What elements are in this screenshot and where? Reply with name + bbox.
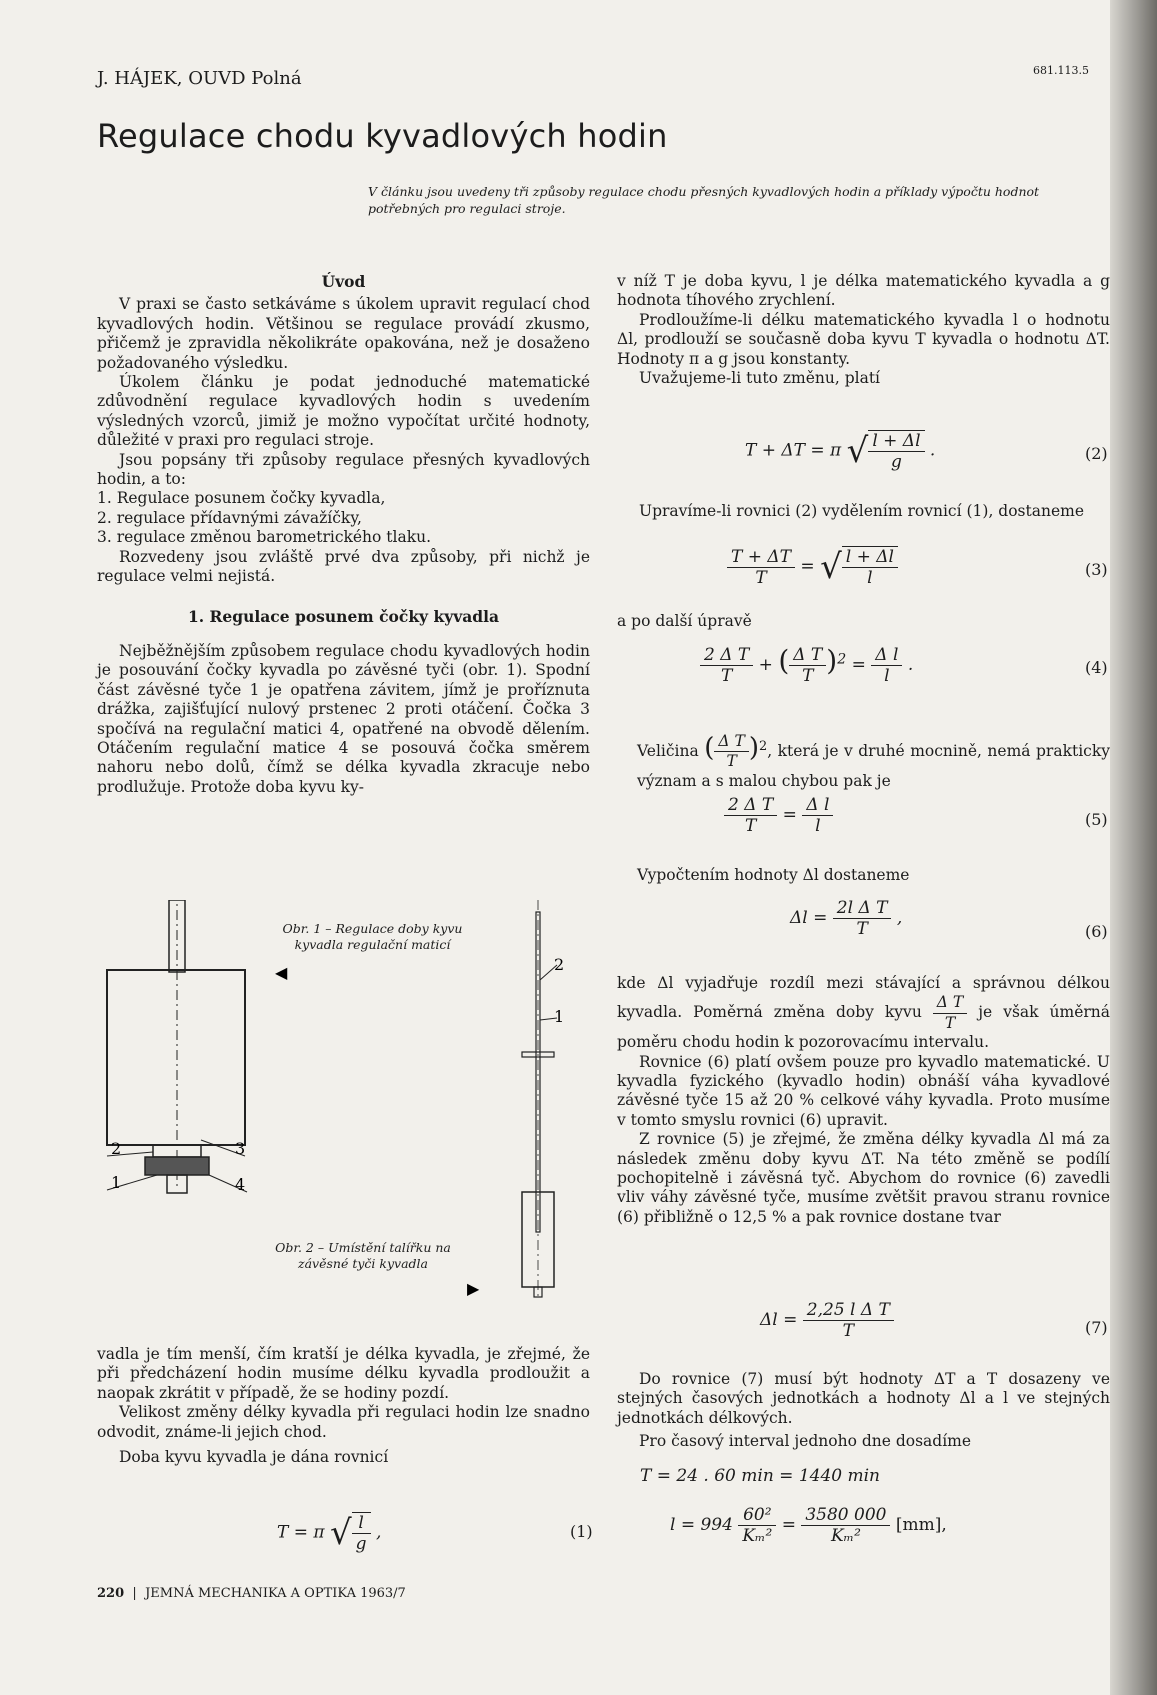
figure-label: 2: [111, 1139, 122, 1158]
paragraph: Rozvedeny jsou zvláště prvé dva způsoby, při nichž je regulace velmi nejistá.: [97, 547, 590, 586]
paragraph: Z rovnice (5) je zřejmé, že změna délky kyvadla Δl má za následek změnu doby kyvu ΔT. Na této změně se podílí pochopitelně i závěsná tyč. Abychom do rovnice (6) zavedli vliv váhy závěsné tyče, musíme zvětšit pravou stranu rovnice (6) přibližně o 12,5 % a pak rovnice dostane tvar: [617, 1130, 1110, 1226]
paragraph: Doba kyvu kyvadla je dána rovnicí: [119, 1448, 389, 1467]
equation-3: $\frac{T + \Delta T}{T}$ = √ $\frac{l + \Delta l}{l}$: [727, 546, 898, 588]
equation-number: (7): [1085, 1318, 1108, 1337]
figure-label: 4: [235, 1175, 246, 1194]
figure-label: 3: [235, 1139, 246, 1158]
equation-4: $\frac{\text{2 Δ T}}{T}$ + ( $\frac{\text{Δ T}}{T}$ )$^2$ = $\frac{\text{Δ l}}{l}$ .: [700, 644, 913, 686]
right-paragraph: Veličina ( $\frac{\text{Δ T}}{T}$ )$^2$, která je v druhé mocnině, nemá prakticky význam a s malou chybou pak je: [637, 732, 1110, 790]
equation-number: (2): [1085, 444, 1108, 463]
figure-label: 1: [111, 1173, 122, 1192]
article-title: Regulace chodu kyvadlových hodin: [97, 117, 668, 155]
figure-1-bob: [107, 900, 247, 1193]
arrow-left-icon: ◀: [275, 963, 288, 982]
paragraph: v níž T je doba kyvu, l je délka matematického kyvadla a g hodnota tíhového zrychlení.: [617, 272, 1110, 310]
figure-1-caption: Obr. 1 – Regulace doby kyvu kyvadla regulační maticí: [282, 921, 463, 952]
right-paragraph: [637, 866, 1110, 885]
right-column: [617, 272, 1110, 388]
left-column-bottom: [97, 1345, 590, 1467]
paragraph: Do rovnice (7) musí být hodnoty ΔT a T dosazeny ve stejných časových jednotkách a hodnoty Δl a l ve stejných jednotkách délkových.: [617, 1370, 1110, 1427]
page-edge-shadow: [1110, 0, 1157, 1695]
figure-label: 2: [554, 955, 565, 974]
equation-1: T = π √ $\frac{l}{g}$ ,: [277, 1513, 382, 1554]
paragraph: Pro časový interval jednoho dne dosadíme: [639, 1432, 972, 1451]
fraction: $\frac{l}{g}$: [352, 1512, 371, 1554]
equation-8: T = 24 . 60 min = 1440 min: [640, 1466, 881, 1486]
figure-2-rod: [522, 900, 557, 1300]
list-item: 2. regulace přídavnými závažíčky,: [97, 508, 362, 527]
paragraph: Uvažujeme-li tuto změnu, platí: [639, 369, 880, 388]
paragraph: Prodloužíme-li délku matematického kyvadla l o hodnotu Δl, prodlouží se současně doba kyvu T kyvadla o hodnotu ΔT. Hodnoty π a g jsou konstanty.: [617, 310, 1110, 368]
right-paragraph: [617, 612, 1110, 631]
figure-2-caption: Obr. 2 – Umístění talířku na závěsné tyči kyvadla: [275, 1240, 451, 1271]
equation-9: l = 994 $\frac{\text{60²}}{\text{Kₘ²}}$ = $\frac{3580 000}{\text{Kₘ²}}$ [mm],: [670, 1505, 947, 1546]
footer: 220 | JEMNÁ MECHANIKA A OPTIKA 1963/7: [97, 1586, 406, 1601]
equation-5: $\frac{\text{2 Δ T}}{T}$ = $\frac{\text{Δ l}}{l}$: [724, 795, 833, 836]
paragraph: a po další úpravě: [617, 612, 752, 630]
equation-number: (1): [570, 1522, 593, 1541]
list-item: 3. regulace změnou barometrického tlaku.: [97, 528, 432, 547]
page-number: 220: [97, 1586, 125, 1601]
equation-2: T + ΔT = π √ $\frac{l + \Delta l}{g}$ .: [745, 431, 936, 472]
right-column-middle: kde Δl vyjadřuje rozdíl mezi stávající a správnou délkou kyvadla. Poměrná změna doby kyvu $\frac{\text{Δ T}}{T}$ je však úměrná poměru chodu hodin k pozorovacímu intervalu. Rovnice (6) platí ovšem pouze pro kyvadlo matematické. U kyvadla fyzického (kyvadlo hodin) obnáší váha kyvadlové závěsné tyče 15 až 20 % celkové váhy kyvadla. Proto musíme v tomto smyslu rovnici (6) upravit. Z rovnice (5) je zřejmé, že změna délky kyvadla Δl má za následek změnu doby kyvu ΔT. Na této změně se podílí pochopitelně i závěsná tyč. Abychom do rovnice (6) zavedli vliv váhy závěsné tyče, musíme zvětšit pravou stranu rovnice (6) přibližně o 12,5 % a pak rovnice dostane tvar: [617, 974, 1111, 1226]
paragraph: Jsou popsány tři způsoby regulace přesných kyvadlových hodin, a to:: [97, 450, 590, 489]
equation-number: (4): [1085, 658, 1108, 677]
left-column: [97, 272, 590, 797]
author-line: J. HÁJEK, OUVD Polná: [97, 68, 302, 89]
figure-label: 1: [554, 1007, 565, 1026]
paragraph: Úkolem článku je podat jednoduché matematické zdůvodnění regulace kyvadlových hodin s uvedením výsledných vzorců, jimiž je možno vypočítat určité hodnoty, důležité v praxi pro regulaci stroje.: [97, 373, 590, 450]
equation-7: Δl = $\frac{\text{2,25 l Δ T}}{T}$: [760, 1300, 894, 1341]
udc-code: 681.113.5: [1033, 64, 1089, 77]
list-item: 1. Regulace posunem čočky kyvadla,: [97, 489, 386, 508]
equation-6: Δl = $\frac{\text{2l Δ T}}{T}$ ,: [790, 898, 903, 939]
right-column-bottom: [617, 1370, 1110, 1452]
paragraph: V praxi se často setkáváme s úkolem upravit regulací chod kyvadlových hodin. Většinou se regulace provádí zkusmo, přičemž je zpravidla několikráte opakována, než je dosaženo požadovaného výsledku.: [97, 295, 590, 372]
arrow-right-icon: ▶: [467, 1279, 480, 1298]
equation-number: (6): [1085, 922, 1108, 941]
equation-number: (3): [1085, 560, 1108, 579]
paragraph: Vypočtením hodnoty Δl dostaneme: [637, 866, 910, 884]
paragraph: Rovnice (6) platí ovšem pouze pro kyvadlo matematické. U kyvadla fyzického (kyvadlo hodin) obnáší váha kyvadlové závěsné tyče 15 až 20 % celkové váhy kyvadla. Proto musíme v tomto smyslu rovnici (6) upravit.: [617, 1052, 1110, 1129]
paragraph: Nejběžnějším způsobem regulace chodu kyvadlových hodin je posouvání čočky kyvadla po závěsné tyči (obr. 1). Spodní část závěsné tyče 1 je opatřena závitem, jímž je proříznuta drážka, zajišťující nulový prstenec 2 proti otáčení. Čočka 3 spočívá na regulační matici 4, opatřené na obvodě dělením. Otáčením regulační matice 4 se posouvá čočka směrem nahoru nebo dolů, čímž se délka kyvadla zkracuje nebo prodlužuje. Protože doba kyvu ky-: [97, 641, 590, 796]
right-paragraph: [617, 502, 1110, 521]
paragraph: Velikost změny délky kyvadla při regulaci hodin lze snadno odvodit, známe-li jejich chod.: [97, 1403, 590, 1441]
section-heading-1: 1. Regulace posunem čočky kyvadla: [187, 606, 500, 626]
equation-number: (5): [1085, 810, 1108, 829]
paragraph: Upravíme-li rovnici (2) vydělením rovnicí (1), dostaneme: [639, 502, 1085, 520]
equation-lhs: T = π: [277, 1522, 325, 1543]
abstract: V článku jsou uvedeny tři způsoby regulace chodu přesných kyvadlových hodin a příklady výpočtu hodnot potřebných pro regulaci stroje.: [368, 184, 1040, 216]
section-heading-intro: Úvod: [321, 272, 366, 291]
journal-name: JEMNÁ MECHANIKA A OPTIKA 1963/7: [145, 1586, 406, 1601]
paragraph: vadla je tím menší, čím kratší je délka kyvadla, je zřejmé, že při předcházení hodin musíme délku kyvadla prodloužit a naopak zkrátit v případě, že se hodiny pozdí.: [97, 1345, 590, 1402]
